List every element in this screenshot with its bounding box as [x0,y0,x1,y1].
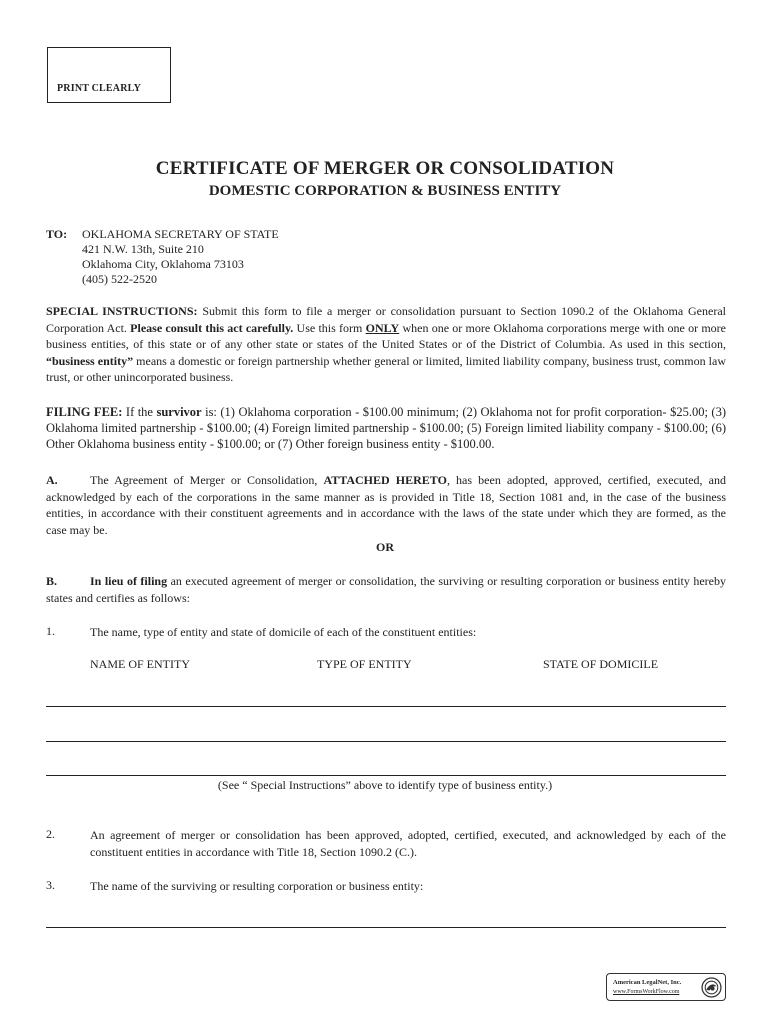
address-line: OKLAHOMA SECRETARY OF STATE [82,227,279,241]
recipient-address [82,227,279,287]
special-text: means a domestic or foreign partnership whether general or limited, limited liability company, business trust, common law trust, or other unincorporated business. [46,353,726,384]
special-instructions-label: SPECIAL INSTRUCTIONS: [46,304,198,318]
item-text: The name, type of entity and state of domicile of each of the constituent entities: [90,625,477,639]
section-a-letter: A. [46,473,58,487]
special-text: when one or more Oklahoma corporations merge with one or more business entities, of this state or of any other state or states of the United States or of the District of Columbia. As used in this section, [46,320,727,351]
section-b-letter: B. [46,574,58,588]
address-line: 421 N.W. 13th, Suite 210 [82,242,204,256]
entity-entry-line[interactable] [46,775,726,776]
footer-url[interactable]: www.FormsWorkFlow.com [613,989,680,995]
item-number: 3. [46,878,55,892]
entity-entry-line[interactable] [46,706,726,707]
item-text: The name of the surviving or resulting corporation or business entity: [90,879,424,893]
to-label: TO: [46,227,68,241]
column-state-of-domicile: STATE OF DOMICILE [543,657,659,671]
page-subtitle: DOMESTIC CORPORATION & BUSINESS ENTITY [208,183,562,199]
address-line: Oklahoma City, Oklahoma 73103 [82,257,244,271]
section-a [46,472,726,538]
survivor-term: survivor [156,405,202,419]
section-b-text: an executed agreement of merger or consolidation, the surviving or resulting corporation or business entity hereby states and certifies as follows: [46,574,726,605]
in-lieu-of-filing: In lieu of filing [90,574,168,588]
attached-hereto: ATTACHED HERETO [323,473,447,487]
business-entity-term: “business entity” [46,353,134,368]
column-type-of-entity: TYPE OF ENTITY [317,657,412,671]
address-line: (405) 522-2520 [82,272,157,286]
column-name-of-entity: NAME OF ENTITY [90,657,190,671]
filing-fee-text: If the [122,405,157,419]
item-number: 2. [46,827,55,841]
filing-fee-text: is: (1) Oklahoma corporation - $100.00 minimum; (2) Oklahoma not for profit corporation- $25.00; (3) Oklahoma limited partnership - $100.00; (4) Foreign limited partnership - $100.00; (5) Foreign limited liability company - $100.00; (6) Other Oklahoma business entity - $100.00; or (7) Other foreign business entity - $100.00. [46,405,726,451]
entity-entry-line[interactable] [46,741,726,742]
special-text: Use this form [293,320,366,335]
legalnet-logo-icon [701,977,722,998]
special-text: Submit this form to file a merger or consolidation pursuant to Section 1090.2 of the Oklahoma General Corporation Act. [46,304,726,335]
section-a-text: The Agreement of Merger or Consolidation, [90,473,324,487]
filing-fee [46,404,726,452]
item-number: 1. [46,624,55,638]
section-a-text: , has been adopted, approved, certified, executed, and acknowledged by each of the corporations in the same manner as is provided in Title 18, Section 1081 and, in the case of the business entities, in accordance with their constituent agreements and in accordance with the laws of the state under which they are formed, as the case may be. [46,473,726,537]
only-emphasis: ONLY [365,320,400,335]
special-instructions-note: (See “ Special Instructions” above to identify type of business entity.) [217,778,553,792]
page-title: CERTIFICATE OF MERGER OR CONSOLIDATION [155,158,615,179]
special-instructions [46,303,726,386]
footer-company-name: American LegalNet, Inc. [613,979,682,986]
filing-fee-label: FILING FEE: [46,405,123,419]
surviving-entity-line[interactable] [46,927,726,928]
or-divider: OR [376,540,394,554]
section-b [46,573,726,606]
footer-badge [606,973,726,1001]
print-clearly-label: PRINT CLEARLY [57,83,142,94]
consult-act-note: Please consult this act carefully. [130,320,294,335]
print-clearly-box [47,47,171,103]
item-text: An agreement of merger or consolidation has been approved, adopted, certified, executed, and acknowledged by each of the constituent entities in accordance with Title 18, Section 1090.2 (C.). [90,828,726,859]
